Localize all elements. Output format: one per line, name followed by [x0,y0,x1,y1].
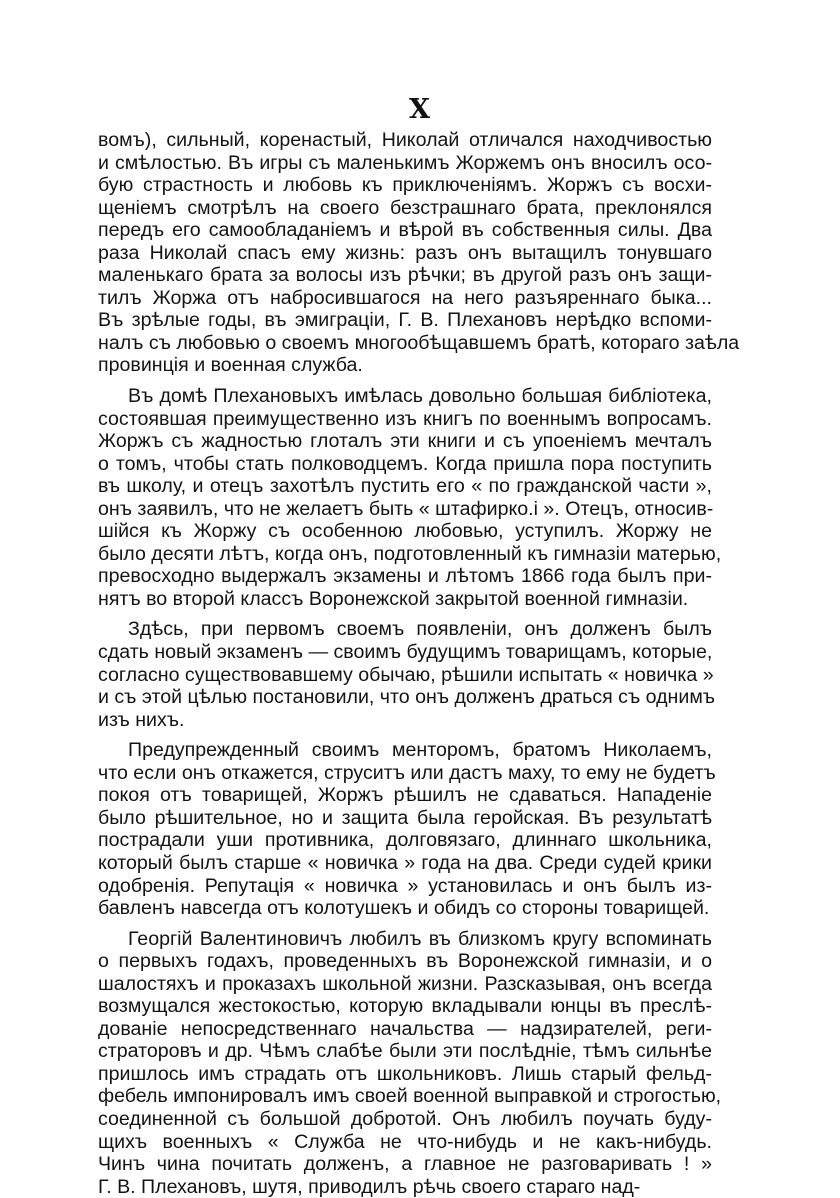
text-line: согласно существовавшему обычаю, рѣшили испытать « новичка » [98,663,714,686]
paragraph [98,739,716,920]
paragraph-gap [98,731,712,739]
text-line: налъ съ любовью о своемъ многообѣщавшемъ братѣ, котораго заѣла [98,331,740,354]
paragraph-gap [98,610,712,618]
text-line: пострадали уши противника, долговязаго, длиннаго школьника, [98,829,712,852]
text-line: нятъ во второй классъ Воронежской закрытой военной гимназіи. [98,587,689,610]
text-line: о первыхъ годахъ, проведенныхъ въ Воронежской гимназіи, и о [98,950,712,973]
text-line: одобренія. Репутація « новичка » установилась и онъ былъ из- [98,874,712,897]
text-line: маленькаго брата за волосы изъ рѣчки; въ другой разъ онъ защи- [98,264,712,287]
body-text [98,129,740,1198]
text-line: состоявшая преимущественно изъ книгъ по военнымъ вопросамъ. [98,407,712,430]
text-line: о томъ, чтобы стать полководцемъ. Когда пришла пора поступить [98,452,712,475]
text-line: превосходно выдержалъ экзамены и лѣтомъ 1866 года былъ при- [98,565,712,588]
text-line: который былъ старше « новичка » года на два. Среди судей крики [98,851,712,874]
text-line: онъ заявилъ, что не желаетъ быть « штафирко.i ». Отецъ, относив- [98,497,714,520]
text-line: страторовъ и др. Чѣмъ слабѣе были эти послѣдніе, тѣмъ сильнѣе [98,1040,712,1063]
text-line: Предупрежденный своимъ менторомъ, братомъ Николаемъ, [128,739,712,762]
text-line: дованіе непосредственнаго начальства — надзирателей, реги- [98,1017,712,1040]
text-line: фебель импонировалъ имъ своей военной выправкой и строгостью, [98,1085,722,1108]
text-line: шалостяхъ и проказахъ школьной жизни. Разсказывая, онъ всегда [98,972,712,995]
text-line: и съ этой цѣлью постановили, что онъ долженъ драться съ однимъ [98,686,716,709]
text-line: щеніемъ смотрѣлъ на своего безстрашнаго брата, преклонялся [98,196,712,219]
text-line: покоя отъ товарищей, Жоржъ рѣшилъ не сдаваться. Нападеніе [98,784,712,807]
paragraph-gap [98,377,712,385]
text-line: вомъ), сильный, коренастый, Николай отличался находчивостью [98,129,712,151]
text-line: Г. В. Плехановъ, шутя, приводилъ рѣчь своего стараго над- [98,1175,641,1198]
text-line: передъ его самообладаніемъ и вѣрой въ собственныя силы. Два [98,219,712,242]
text-line: Чинъ чина почитать долженъ, а главное не разговаривать ! » [98,1153,712,1176]
text-line: изъ нихъ. [98,708,185,731]
page-number: X [409,94,431,125]
text-line: было десяти лѣтъ, когда онъ, подготовленный къ гимназіи матерью, [98,542,722,565]
text-line: раза Николай спасъ ему жизнь: разъ онъ вытащилъ тонувшаго [98,241,712,264]
paragraph [98,385,722,610]
text-line: бую страстность и любовь къ приключеніямъ. Жоржъ съ восхи- [98,174,712,197]
text-line: Георгій Валентиновичъ любилъ въ близкомъ кругу вспоминать [128,927,712,950]
text-line: что если онъ откажется, струситъ или дастъ маху, то ему не будетъ [98,761,716,784]
paragraph [98,129,740,377]
text-line: Въ домѣ Плехановыхъ имѣлась довольно большая библіотека, [128,385,712,408]
text-line: шійся къ Жоржу съ особенною любовью, уступилъ. Жоржу не [98,520,712,543]
text-line: сдать новый экзаменъ — своимъ будущимъ товарищамъ, которые, [98,641,713,664]
text-line: соединенной съ большой добротой. Онъ любилъ поучать буду- [98,1107,712,1130]
text-line: въ школу, и отецъ захотѣлъ пустить его « по гражданской части », [98,475,712,498]
text-line: Здѣсь, при первомъ своемъ появленіи, онъ долженъ былъ [128,618,712,641]
text-line: Жоржъ съ жадностью глоталъ эти книги и съ упоеніемъ мечталъ [98,430,712,453]
text-line: было рѣшительное, но и защита была геройская. Въ результатѣ [98,806,712,829]
text-line: пришлось имъ страдать отъ школьниковъ. Лишь старый фельд- [98,1062,712,1085]
text-line: возмущался жестокостью, которую вкладывали юнцы въ преслѣ- [98,995,712,1018]
text-line: бавленъ навсегда отъ колотушекъ и обидъ со стороны товарищей. [98,897,710,920]
text-line: тилъ Жоржа отъ набросившагося на него разъяреннаго быка... [98,286,712,309]
text-line: и смѣлостью. Въ игры съ маленькимъ Жоржемъ онъ вносилъ осо- [98,151,712,174]
text-line: провинція и военная служба. [98,354,363,377]
text-line: щихъ военныхъ « Служба не что-нибудь и не какъ-нибудь. [98,1130,712,1153]
text-line: Въ зрѣлые годы, въ эмиграціи, Г. В. Плехановъ нерѣдко вспоми- [98,309,712,332]
paragraph-gap [98,920,712,928]
paragraph [98,618,716,731]
paragraph [98,927,722,1198]
